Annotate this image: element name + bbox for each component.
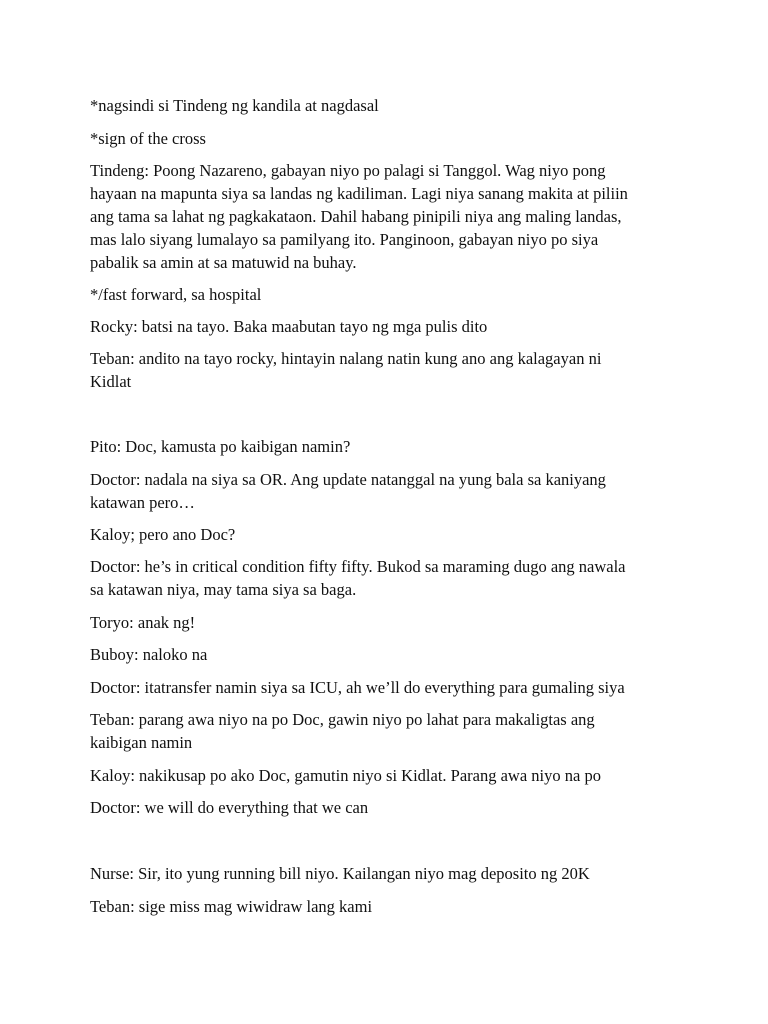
text-line: Doctor: itatransfer namin siya sa ICU, ah we’ll do everything para gumaling siya	[90, 678, 625, 697]
text-line: Kidlat	[90, 372, 132, 391]
text-line: Teban: sige miss mag wiwidraw lang kami	[90, 897, 373, 916]
text-line: Pito: Doc, kamusta po kaibigan namin?	[90, 437, 351, 456]
text-line: Doctor: nadala na siya sa OR. Ang update natanggal na yung bala sa kaniyang	[90, 470, 606, 489]
text-line: katawan pero…	[90, 493, 195, 512]
text-line: hayaan na mapunta siya sa landas ng kadiliman. Lagi niya sanang makita at piliin	[90, 184, 628, 203]
text-line: kaibigan namin	[90, 733, 193, 752]
text-line: Doctor: we will do everything that we can	[90, 798, 369, 817]
text-line: *nagsindi si Tindeng ng kandila at nagdasal	[90, 96, 379, 115]
text-line: pabalik sa amin at sa matuwid na buhay.	[90, 253, 357, 272]
text-line: */fast forward, sa hospital	[90, 285, 262, 304]
text-line: Toryo: anak ng!	[90, 613, 196, 632]
text-line: Teban: parang awa niyo na po Doc, gawin niyo po lahat para makaligtas ang	[90, 710, 595, 729]
text-line: Doctor: he’s in critical condition fifty fifty. Bukod sa maraming dugo ang nawala	[90, 557, 626, 576]
text-line: Tindeng: Poong Nazareno, gabayan niyo po palagi si Tanggol. Wag niyo pong	[90, 161, 606, 180]
text-line: Kaloy; pero ano Doc?	[90, 525, 236, 544]
text-line: *sign of the cross	[90, 129, 206, 148]
text-line: sa katawan niya, may tama siya sa baga.	[90, 580, 357, 599]
text-line: Nurse: Sir, ito yung running bill niyo. Kailangan niyo mag deposito ng 20K	[90, 864, 590, 883]
text-line: mas lalo siyang lumalayo sa pamilyang ito. Panginoon, gabayan niyo po siya	[90, 230, 599, 249]
text-line: Kaloy: nakikusap po ako Doc, gamutin niyo si Kidlat. Parang awa niyo na po	[90, 766, 601, 785]
text-line: Rocky: batsi na tayo. Baka maabutan tayo ng mga pulis dito	[90, 317, 488, 336]
text-line: Teban: andito na tayo rocky, hintayin nalang natin kung ano ang kalagayan ni	[90, 349, 602, 368]
text-line: Buboy: naloko na	[90, 645, 208, 664]
text-line: ang tama sa lahat ng pagkakataon. Dahil habang pinipili niya ang maling landas,	[90, 207, 622, 226]
